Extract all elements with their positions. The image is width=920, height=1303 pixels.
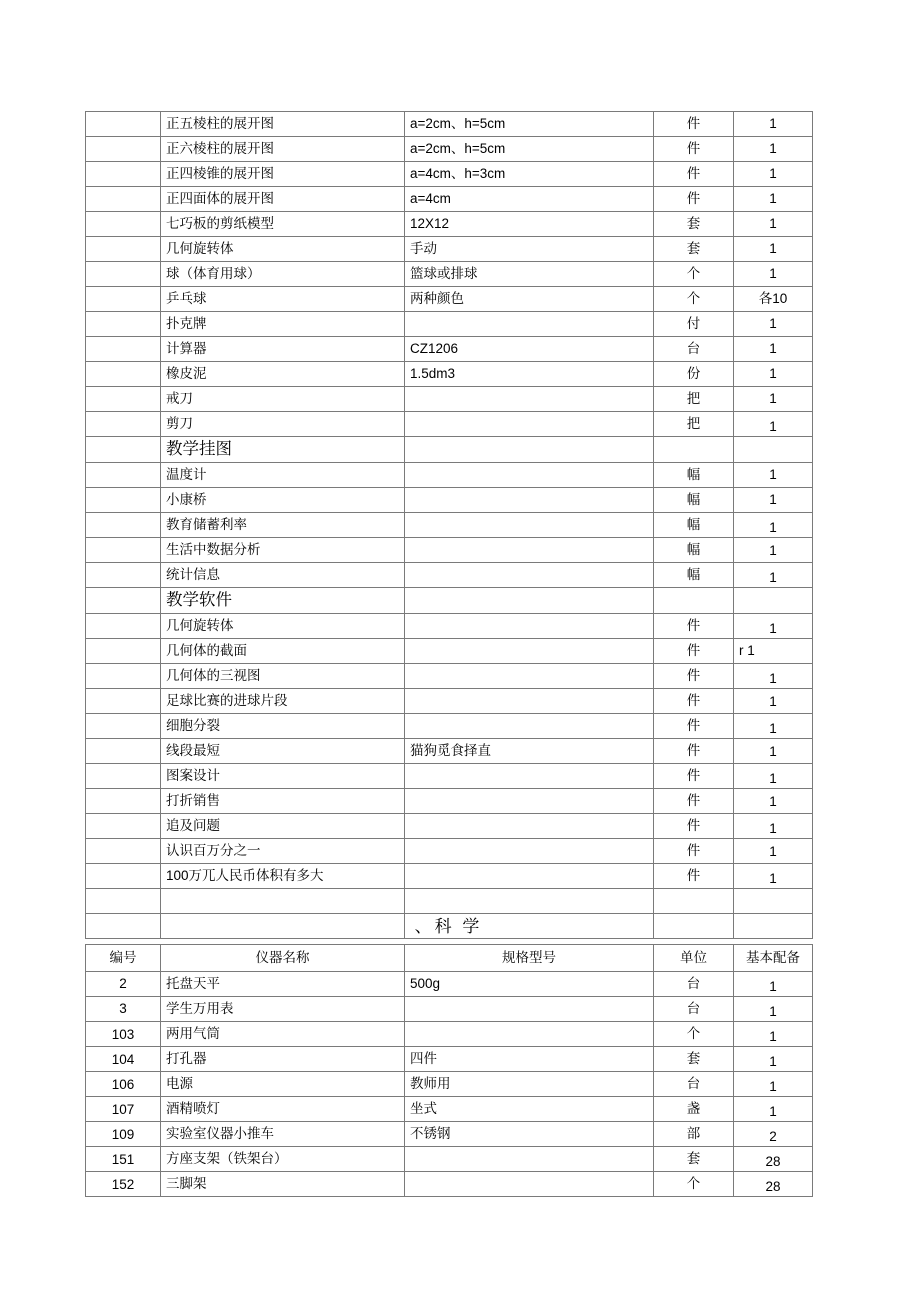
quantity-cell: 1 [734,387,813,412]
table-row [86,1072,813,1097]
row-id-cell [86,1072,161,1097]
table-row [86,212,813,237]
row-id-cell-value: 104 [111,1052,135,1068]
instrument-name-cell: 生活中数据分析 [161,538,405,563]
instrument-name-cell: 小康桥 [161,488,405,513]
unit-cell: 套 [654,212,734,237]
quantity-cell [734,972,813,997]
quantity-cell [734,1122,813,1147]
instrument-name-cell: 追及问题 [161,814,405,839]
quantity-cell: 1 [734,237,813,262]
instrument-name-cell: 100万兀人民币体积有多大 [161,864,405,889]
row-id-cell: 2 [86,972,161,997]
instrument-name-cell: 三脚架 [161,1172,405,1197]
row-id-cell [86,162,161,187]
instrument-name-cell: 托盘天平 [161,972,405,997]
quantity-cell [734,789,813,814]
instrument-name-cell [161,889,405,914]
instrument-name-cell: 戒刀 [161,387,405,412]
quantity-cell [734,689,813,714]
instrument-name-cell: 正六棱柱的展开图 [161,137,405,162]
section-header-row [86,437,813,463]
quantity-cell [734,588,813,614]
quantity-cell-value: 1 [769,1004,777,1020]
quantity-cell: 1 [734,137,813,162]
instrument-name-cell: 打折销售 [161,789,405,814]
table-row [86,137,813,162]
unit-cell: 份 [654,362,734,387]
unit-cell: 幅 [654,513,734,538]
column-header-name: 仪器名称 [161,945,405,972]
quantity-cell [734,739,813,764]
equipment-table-science-wrapper [85,944,812,1197]
row-id-cell [86,864,161,889]
spec-model-cell [405,889,654,914]
unit-cell: 部 [654,1122,734,1147]
section-header-row [86,588,813,614]
quantity-cell [734,664,813,689]
unit-cell: 幅 [654,463,734,488]
unit-cell: 盏 [654,1097,734,1122]
unit-cell: 套 [654,1147,734,1172]
table-row [86,387,813,412]
unit-cell: 个 [654,262,734,287]
quantity-cell [734,889,813,914]
row-id-cell [86,387,161,412]
row-id-cell [86,814,161,839]
row-id-cell: 3 [86,997,161,1022]
spec-model-cell: 教师用 [405,1072,654,1097]
unit-cell: 台 [654,972,734,997]
row-id-cell [86,639,161,664]
table-row [86,513,813,538]
unit-cell: 台 [654,337,734,362]
table-row [86,839,813,864]
quantity-cell-value: 1 [769,979,777,995]
equipment-table-math-wrapper [85,111,812,939]
row-id-cell [86,463,161,488]
quantity-cell-value: 1 [769,1079,777,1095]
table-row [86,563,813,588]
row-id-cell [86,689,161,714]
table-row [86,463,813,488]
table-row [86,814,813,839]
unit-cell: 台 [654,1072,734,1097]
spec-model-cell [405,839,654,864]
row-id-cell [86,1097,161,1122]
quantity-cell-value: 1 [769,721,777,737]
quantity-cell-value: 1 [769,1029,777,1045]
row-id-cell-value: 151 [111,1152,135,1168]
spec-model-cell: 两种颜色 [405,287,654,312]
row-id-cell [86,714,161,739]
spec-model-cell [405,614,654,639]
instrument-name-cell: 方座支架（铁架台） [161,1147,405,1172]
table-row [86,112,813,137]
spec-model-cell: 手动 [405,237,654,262]
instrument-name-cell: 扑克牌 [161,312,405,337]
table-row [86,187,813,212]
spec-model-cell [405,689,654,714]
quantity-cell-value: 1 [769,419,777,435]
unit-cell: 幅 [654,488,734,513]
unit-cell: 把 [654,412,734,437]
spec-model-cell [405,488,654,513]
quantity-cell: 1 [734,362,813,387]
unit-cell: 套 [654,1047,734,1072]
quantity-cell: 1 [734,162,813,187]
spec-model-cell [405,764,654,789]
table-row [86,689,813,714]
quantity-cell [734,997,813,1022]
spec-model-cell: 不锈钢 [405,1122,654,1147]
unit-cell: 付 [654,312,734,337]
instrument-name-cell: 教育储蓄利率 [161,513,405,538]
quantity-cell [734,614,813,639]
equipment-table-science-body [86,945,813,1197]
unit-cell: 幅 [654,563,734,588]
quantity-cell [734,1172,813,1197]
quantity-cell [734,437,813,463]
quantity-cell: r 1 [734,639,813,664]
spec-model-cell: 猫狗觅食择直 [405,739,654,764]
instrument-name-cell: 计算器 [161,337,405,362]
table-row [86,337,813,362]
instrument-name-cell: 酒精喷灯 [161,1097,405,1122]
table-row [86,889,813,914]
row-id-cell [86,664,161,689]
instrument-name-cell: 剪刀 [161,412,405,437]
row-id-cell [86,563,161,588]
table-row [86,1047,813,1072]
spec-model-cell [405,1147,654,1172]
quantity-cell [734,1147,813,1172]
instrument-name-cell: 正四棱锥的展开图 [161,162,405,187]
spec-model-cell: a=2cm、h=5cm [405,112,654,137]
quantity-cell [734,839,813,864]
instrument-name-cell: 几何体的三视图 [161,664,405,689]
unit-cell: 件 [654,614,734,639]
row-id-cell [86,212,161,237]
instrument-name-cell: 足球比赛的进球片段 [161,689,405,714]
instrument-name-cell: 图案设计 [161,764,405,789]
instrument-name-cell: 线段最短 [161,739,405,764]
unit-cell: 件 [654,639,734,664]
spec-model-cell [405,864,654,889]
row-id-cell [86,137,161,162]
unit-cell [654,437,734,463]
unit-cell [654,889,734,914]
quantity-cell-value: 1 [769,1104,777,1120]
quantity-cell-value: 1 [769,520,777,536]
unit-cell: 件 [654,689,734,714]
instrument-name-cell: 电源 [161,1072,405,1097]
spec-model-cell: 四件 [405,1047,654,1072]
row-id-cell [86,112,161,137]
unit-cell: 件 [654,187,734,212]
spec-model-cell: 12X12 [405,212,654,237]
row-id-cell [86,789,161,814]
row-id-cell [86,839,161,864]
row-id-cell [86,764,161,789]
quantity-cell [734,1047,813,1072]
unit-cell: 件 [654,764,734,789]
unit-cell: 幅 [654,538,734,563]
spec-model-cell: 500g [405,972,654,997]
row-id-cell [86,362,161,387]
column-header-id: 编号 [86,945,161,972]
quantity-cell: 1 [734,262,813,287]
unit-cell: 个 [654,1172,734,1197]
instrument-name-cell: 统计信息 [161,563,405,588]
row-id-cell-value: 109 [111,1127,135,1143]
table-row [86,972,813,997]
quantity-cell [734,538,813,563]
quantity-cell: 1 [734,488,813,513]
row-id-cell [86,337,161,362]
instrument-name-cell: 正五棱柱的展开图 [161,112,405,137]
spec-model-cell: 1.5dm3 [405,362,654,387]
quantity-cell-value: 1 [769,844,777,860]
quantity-cell [734,513,813,538]
table-row [86,789,813,814]
row-id-cell [86,437,161,463]
unit-cell: 件 [654,112,734,137]
spec-model-cell [405,412,654,437]
spec-model-cell: CZ1206 [405,337,654,362]
unit-cell: 件 [654,789,734,814]
row-id-cell [86,1047,161,1072]
table-row [86,1097,813,1122]
quantity-cell-value: 28 [765,1154,781,1170]
row-id-cell [86,889,161,914]
quantity-cell-value: 2 [769,1129,777,1145]
quantity-cell [734,1072,813,1097]
quantity-cell: 1 [734,112,813,137]
quantity-cell-value: 1 [769,821,777,837]
equipment-table-science [85,944,813,1197]
quantity-cell: 各10 [734,287,813,312]
instrument-name-cell: 球（体育用球） [161,262,405,287]
instrument-name-cell: 几何体的截面 [161,639,405,664]
unit-cell: 个 [654,287,734,312]
spec-model-cell [405,789,654,814]
spec-model-cell [405,387,654,412]
quantity-cell-value: 1 [769,794,777,810]
table-row [86,664,813,689]
quantity-cell-value: 1 [769,621,777,637]
spec-model-cell [405,639,654,664]
unit-cell: 把 [654,387,734,412]
spec-model-cell [405,1022,654,1047]
quantity-cell: 1 [734,187,813,212]
unit-cell: 件 [654,839,734,864]
section-title-cell: 教学挂图 [161,437,405,463]
quantity-cell-value: 28 [765,1179,781,1195]
quantity-cell [734,814,813,839]
instrument-name-cell: 两用气筒 [161,1022,405,1047]
column-header-spec: 规格型号 [405,945,654,972]
table-row [86,538,813,563]
quantity-cell-value: 1 [769,570,777,586]
table-row [86,1022,813,1047]
equipment-table-math [85,111,813,939]
table-row [86,764,813,789]
spec-model-cell [405,997,654,1022]
instrument-name-cell: 橡皮泥 [161,362,405,387]
row-id-cell [86,412,161,437]
instrument-name-cell: 学生万用表 [161,997,405,1022]
unit-cell: 件 [654,664,734,689]
table-row [86,997,813,1022]
table-row [86,864,813,889]
row-id-cell [86,488,161,513]
table-row [86,287,813,312]
table-row [86,312,813,337]
row-id-cell [86,739,161,764]
table-row [86,162,813,187]
table-row [86,1172,813,1197]
row-id-cell-value: 107 [111,1102,135,1118]
row-id-cell [86,538,161,563]
quantity-cell [734,764,813,789]
unit-cell [654,588,734,614]
row-id-cell-value: 103 [111,1027,135,1043]
unit-cell: 件 [654,739,734,764]
quantity-cell: 1 [734,212,813,237]
table-row [86,1147,813,1172]
table-row [86,362,813,387]
spec-model-cell [405,463,654,488]
row-id-cell [86,614,161,639]
table-row [86,1122,813,1147]
row-id-cell [86,1022,161,1047]
row-id-cell [86,513,161,538]
unit-cell: 件 [654,162,734,187]
spec-model-cell [405,513,654,538]
quantity-cell [734,864,813,889]
table-row [86,412,813,437]
instrument-name-cell: 乒乓球 [161,287,405,312]
quantity-cell: 1 [734,463,813,488]
unit-cell: 件 [654,714,734,739]
instrument-name-cell: 细胞分裂 [161,714,405,739]
row-id-cell [86,312,161,337]
spec-model-cell: 篮球或排球 [405,262,654,287]
row-id-cell [86,262,161,287]
spec-model-cell [405,437,654,463]
row-id-cell [86,287,161,312]
column-header-unit: 单位 [654,945,734,972]
row-id-cell [86,1122,161,1147]
spec-model-cell [405,814,654,839]
unit-cell: 件 [654,864,734,889]
instrument-name-cell: 七巧板的剪纸模型 [161,212,405,237]
unit-cell: 件 [654,137,734,162]
spec-model-cell: a=2cm、h=5cm [405,137,654,162]
row-id-cell [86,1147,161,1172]
quantity-cell: 1 [734,337,813,362]
table-row [86,739,813,764]
quantity-cell-value: 1 [769,744,777,760]
instrument-name-cell: 认识百万分之一 [161,839,405,864]
quantity-cell-value: 1 [769,671,777,687]
quantity-cell [734,412,813,437]
spec-model-cell [405,563,654,588]
quantity-cell [734,714,813,739]
spec-model-cell [405,714,654,739]
table-row [86,237,813,262]
quantity-cell-value: 1 [769,1054,777,1070]
table-row [86,714,813,739]
quantity-cell [734,563,813,588]
spec-model-cell [405,1172,654,1197]
section-title-cell: 教学软件 [161,588,405,614]
quantity-cell-value: 1 [769,543,777,559]
quantity-cell-value: 1 [769,771,777,787]
instrument-name-cell: 打孔器 [161,1047,405,1072]
quantity-cell-value: 1 [769,694,777,710]
column-header-quantity: 基本配备 [734,945,813,972]
quantity-cell [734,1022,813,1047]
table-row [86,262,813,287]
instrument-name-cell: 几何旋转体 [161,614,405,639]
table-row [86,639,813,664]
unit-cell: 套 [654,237,734,262]
quantity-cell-value: 1 [769,871,777,887]
unit-cell: 个 [654,1022,734,1047]
row-id-cell [86,588,161,614]
instrument-name-cell: 实验室仪器小推车 [161,1122,405,1147]
spec-model-cell: 坐式 [405,1097,654,1122]
table-row [86,488,813,513]
page-title: 、科 学 [414,917,483,936]
unit-cell: 台 [654,997,734,1022]
quantity-cell: 1 [734,312,813,337]
row-id-cell [86,1172,161,1197]
table-row [86,614,813,639]
instrument-name-cell: 正四面体的展开图 [161,187,405,212]
spec-model-cell [405,538,654,563]
quantity-cell [734,1097,813,1122]
row-id-cell [86,187,161,212]
spec-model-cell: a=4cm [405,187,654,212]
row-id-cell-value: 106 [111,1077,135,1093]
spec-model-cell [405,664,654,689]
row-id-cell [86,237,161,262]
spec-model-cell [405,312,654,337]
instrument-name-cell: 温度计 [161,463,405,488]
unit-cell: 件 [654,814,734,839]
spec-model-cell: a=4cm、h=3cm [405,162,654,187]
row-id-cell-value: 152 [111,1177,135,1193]
spec-model-cell [405,588,654,614]
instrument-name-cell: 几何旋转体 [161,237,405,262]
equipment-table-math-body [86,112,813,939]
table-header-row [86,945,813,972]
